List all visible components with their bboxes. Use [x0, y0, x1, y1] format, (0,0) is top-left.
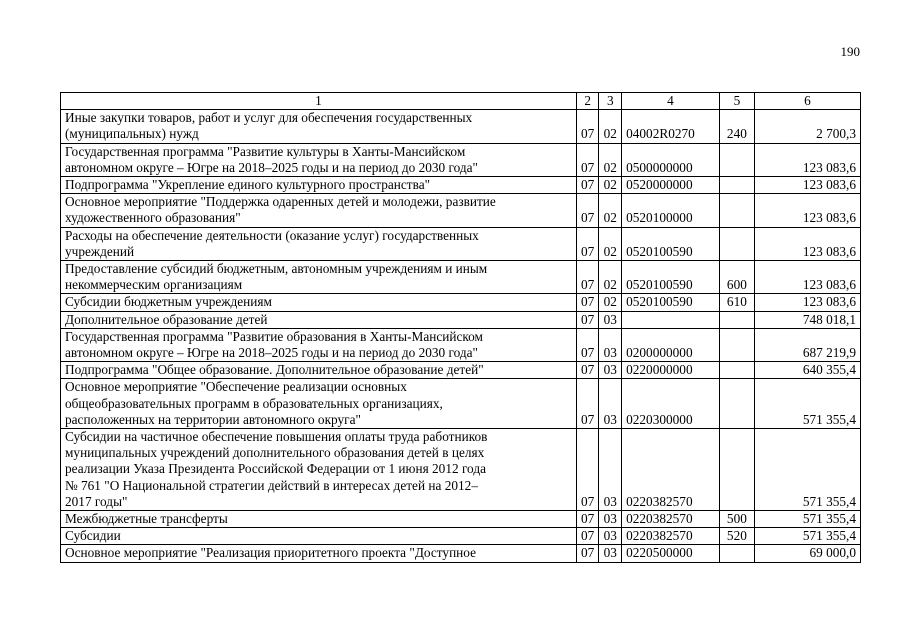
table-row: [61, 294, 861, 311]
row-name-cell: Основное мероприятие "Поддержка одаренных детей и молодежи, развитие художественного образования": [61, 194, 577, 227]
row-target-article-cell: 0520100590: [622, 261, 720, 294]
row-amount-cell: 571 355,4: [754, 511, 860, 528]
row-amount-cell: 571 355,4: [754, 379, 860, 429]
row-expense-type-cell: 520: [719, 528, 754, 545]
table-row: [61, 143, 861, 176]
row-subsection-cell: 02: [599, 294, 622, 311]
row-target-article-cell: 0520100000: [622, 194, 720, 227]
row-expense-type-cell: [719, 177, 754, 194]
table-row: [61, 545, 861, 562]
row-section-cell: 07: [576, 227, 599, 260]
table-header: [61, 93, 861, 110]
table-row: [61, 177, 861, 194]
header-cell-expense-type: 5: [719, 93, 754, 110]
row-section-cell: 07: [576, 311, 599, 328]
row-subsection-cell: 03: [599, 528, 622, 545]
row-section-cell: 07: [576, 328, 599, 361]
row-target-article-cell: 0520100590: [622, 294, 720, 311]
row-subsection-cell: 03: [599, 429, 622, 511]
row-expense-type-cell: [719, 545, 754, 562]
table-row: [61, 429, 861, 511]
row-expense-type-cell: [719, 143, 754, 176]
row-name-cell: Основное мероприятие "Реализация приоритетного проекта "Доступное: [61, 545, 577, 562]
row-expense-type-cell: 240: [719, 110, 754, 143]
row-target-article-cell: 0200000000: [622, 328, 720, 361]
row-name-cell: Субсидии на частичное обеспечение повышения оплаты труда работников муниципальных учреждений дополнительного образования детей в целях реализации Указа Президента Российской Федерации от 1 июня 2012 года № 761 "О Национальной стратегии действий в интересах детей на 2012– 2017 годы": [61, 429, 577, 511]
row-amount-cell: 123 083,6: [754, 143, 860, 176]
row-expense-type-cell: 610: [719, 294, 754, 311]
table-row: [61, 261, 861, 294]
row-expense-type-cell: 500: [719, 511, 754, 528]
header-cell-name: 1: [61, 93, 577, 110]
row-section-cell: 07: [576, 545, 599, 562]
row-section-cell: 07: [576, 379, 599, 429]
row-section-cell: 07: [576, 261, 599, 294]
row-name-cell: Расходы на обеспечение деятельности (оказание услуг) государственных учреждений: [61, 227, 577, 260]
row-section-cell: 07: [576, 294, 599, 311]
row-expense-type-cell: [719, 379, 754, 429]
row-subsection-cell: 03: [599, 362, 622, 379]
table-row: [61, 227, 861, 260]
header-cell-target-article: 4: [622, 93, 720, 110]
row-section-cell: 07: [576, 110, 599, 143]
row-target-article-cell: [622, 311, 720, 328]
row-amount-cell: 571 355,4: [754, 429, 860, 511]
row-amount-cell: 69 000,0: [754, 545, 860, 562]
row-amount-cell: 571 355,4: [754, 528, 860, 545]
table-row: [61, 528, 861, 545]
header-cell-subsection: 3: [599, 93, 622, 110]
row-target-article-cell: 0520000000: [622, 177, 720, 194]
row-name-cell: Межбюджетные трансферты: [61, 511, 577, 528]
row-expense-type-cell: [719, 194, 754, 227]
row-target-article-cell: 0220500000: [622, 545, 720, 562]
table-row: [61, 362, 861, 379]
row-amount-cell: 123 083,6: [754, 227, 860, 260]
row-subsection-cell: 03: [599, 379, 622, 429]
row-section-cell: 07: [576, 177, 599, 194]
row-expense-type-cell: [719, 227, 754, 260]
row-subsection-cell: 03: [599, 545, 622, 562]
row-amount-cell: 687 219,9: [754, 328, 860, 361]
table-row: [61, 110, 861, 143]
row-name-cell: Государственная программа "Развитие культуры в Ханты-Мансийском автономном округе – Югре на 2018–2025 годы и на период до 2030 года": [61, 143, 577, 176]
row-amount-cell: 123 083,6: [754, 177, 860, 194]
row-name-cell: Субсидии бюджетным учреждениям: [61, 294, 577, 311]
page-number: 190: [840, 44, 860, 59]
row-target-article-cell: 04002R0270: [622, 110, 720, 143]
row-section-cell: 07: [576, 511, 599, 528]
row-amount-cell: 123 083,6: [754, 261, 860, 294]
row-expense-type-cell: [719, 362, 754, 379]
row-name-cell: Дополнительное образование детей: [61, 311, 577, 328]
row-name-cell: Иные закупки товаров, работ и услуг для обеспечения государственных (муниципальных) нужд: [61, 110, 577, 143]
table-row: [61, 328, 861, 361]
row-section-cell: 07: [576, 429, 599, 511]
row-subsection-cell: 03: [599, 511, 622, 528]
table-row: [61, 311, 861, 328]
budget-table: [60, 92, 861, 563]
row-amount-cell: 748 018,1: [754, 311, 860, 328]
row-subsection-cell: 03: [599, 311, 622, 328]
row-section-cell: 07: [576, 362, 599, 379]
row-subsection-cell: 03: [599, 328, 622, 361]
row-target-article-cell: 0220000000: [622, 362, 720, 379]
table-body: [61, 110, 861, 562]
row-target-article-cell: 0220382570: [622, 511, 720, 528]
table-row: [61, 379, 861, 429]
row-name-cell: Основное мероприятие "Обеспечение реализации основных общеобразовательных программ в образовательных организациях, расположенных на территории автономного округа": [61, 379, 577, 429]
table-row: [61, 194, 861, 227]
header-cell-section: 2: [576, 93, 599, 110]
row-section-cell: 07: [576, 528, 599, 545]
row-amount-cell: 123 083,6: [754, 194, 860, 227]
row-name-cell: Подпрограмма "Общее образование. Дополнительное образование детей": [61, 362, 577, 379]
row-subsection-cell: 02: [599, 227, 622, 260]
header-row: [61, 93, 861, 110]
row-expense-type-cell: [719, 429, 754, 511]
row-target-article-cell: 0220382570: [622, 429, 720, 511]
row-section-cell: 07: [576, 194, 599, 227]
row-section-cell: 07: [576, 143, 599, 176]
row-name-cell: Государственная программа "Развитие образования в Ханты-Мансийском автономном округе – Югре на 2018–2025 годы и на период до 2030 года": [61, 328, 577, 361]
row-name-cell: Подпрограмма "Укрепление единого культурного пространства": [61, 177, 577, 194]
header-cell-amount: 6: [754, 93, 860, 110]
row-expense-type-cell: [719, 311, 754, 328]
row-subsection-cell: 02: [599, 261, 622, 294]
row-expense-type-cell: [719, 328, 754, 361]
row-target-article-cell: 0220300000: [622, 379, 720, 429]
row-amount-cell: 123 083,6: [754, 294, 860, 311]
row-amount-cell: 2 700,3: [754, 110, 860, 143]
row-subsection-cell: 02: [599, 194, 622, 227]
row-subsection-cell: 02: [599, 177, 622, 194]
row-target-article-cell: 0520100590: [622, 227, 720, 260]
row-amount-cell: 640 355,4: [754, 362, 860, 379]
row-target-article-cell: 0500000000: [622, 143, 720, 176]
row-subsection-cell: 02: [599, 110, 622, 143]
row-expense-type-cell: 600: [719, 261, 754, 294]
row-target-article-cell: 0220382570: [622, 528, 720, 545]
row-name-cell: Субсидии: [61, 528, 577, 545]
table-row: [61, 511, 861, 528]
row-name-cell: Предоставление субсидий бюджетным, автономным учреждениям и иным некоммерческим организациям: [61, 261, 577, 294]
row-subsection-cell: 02: [599, 143, 622, 176]
